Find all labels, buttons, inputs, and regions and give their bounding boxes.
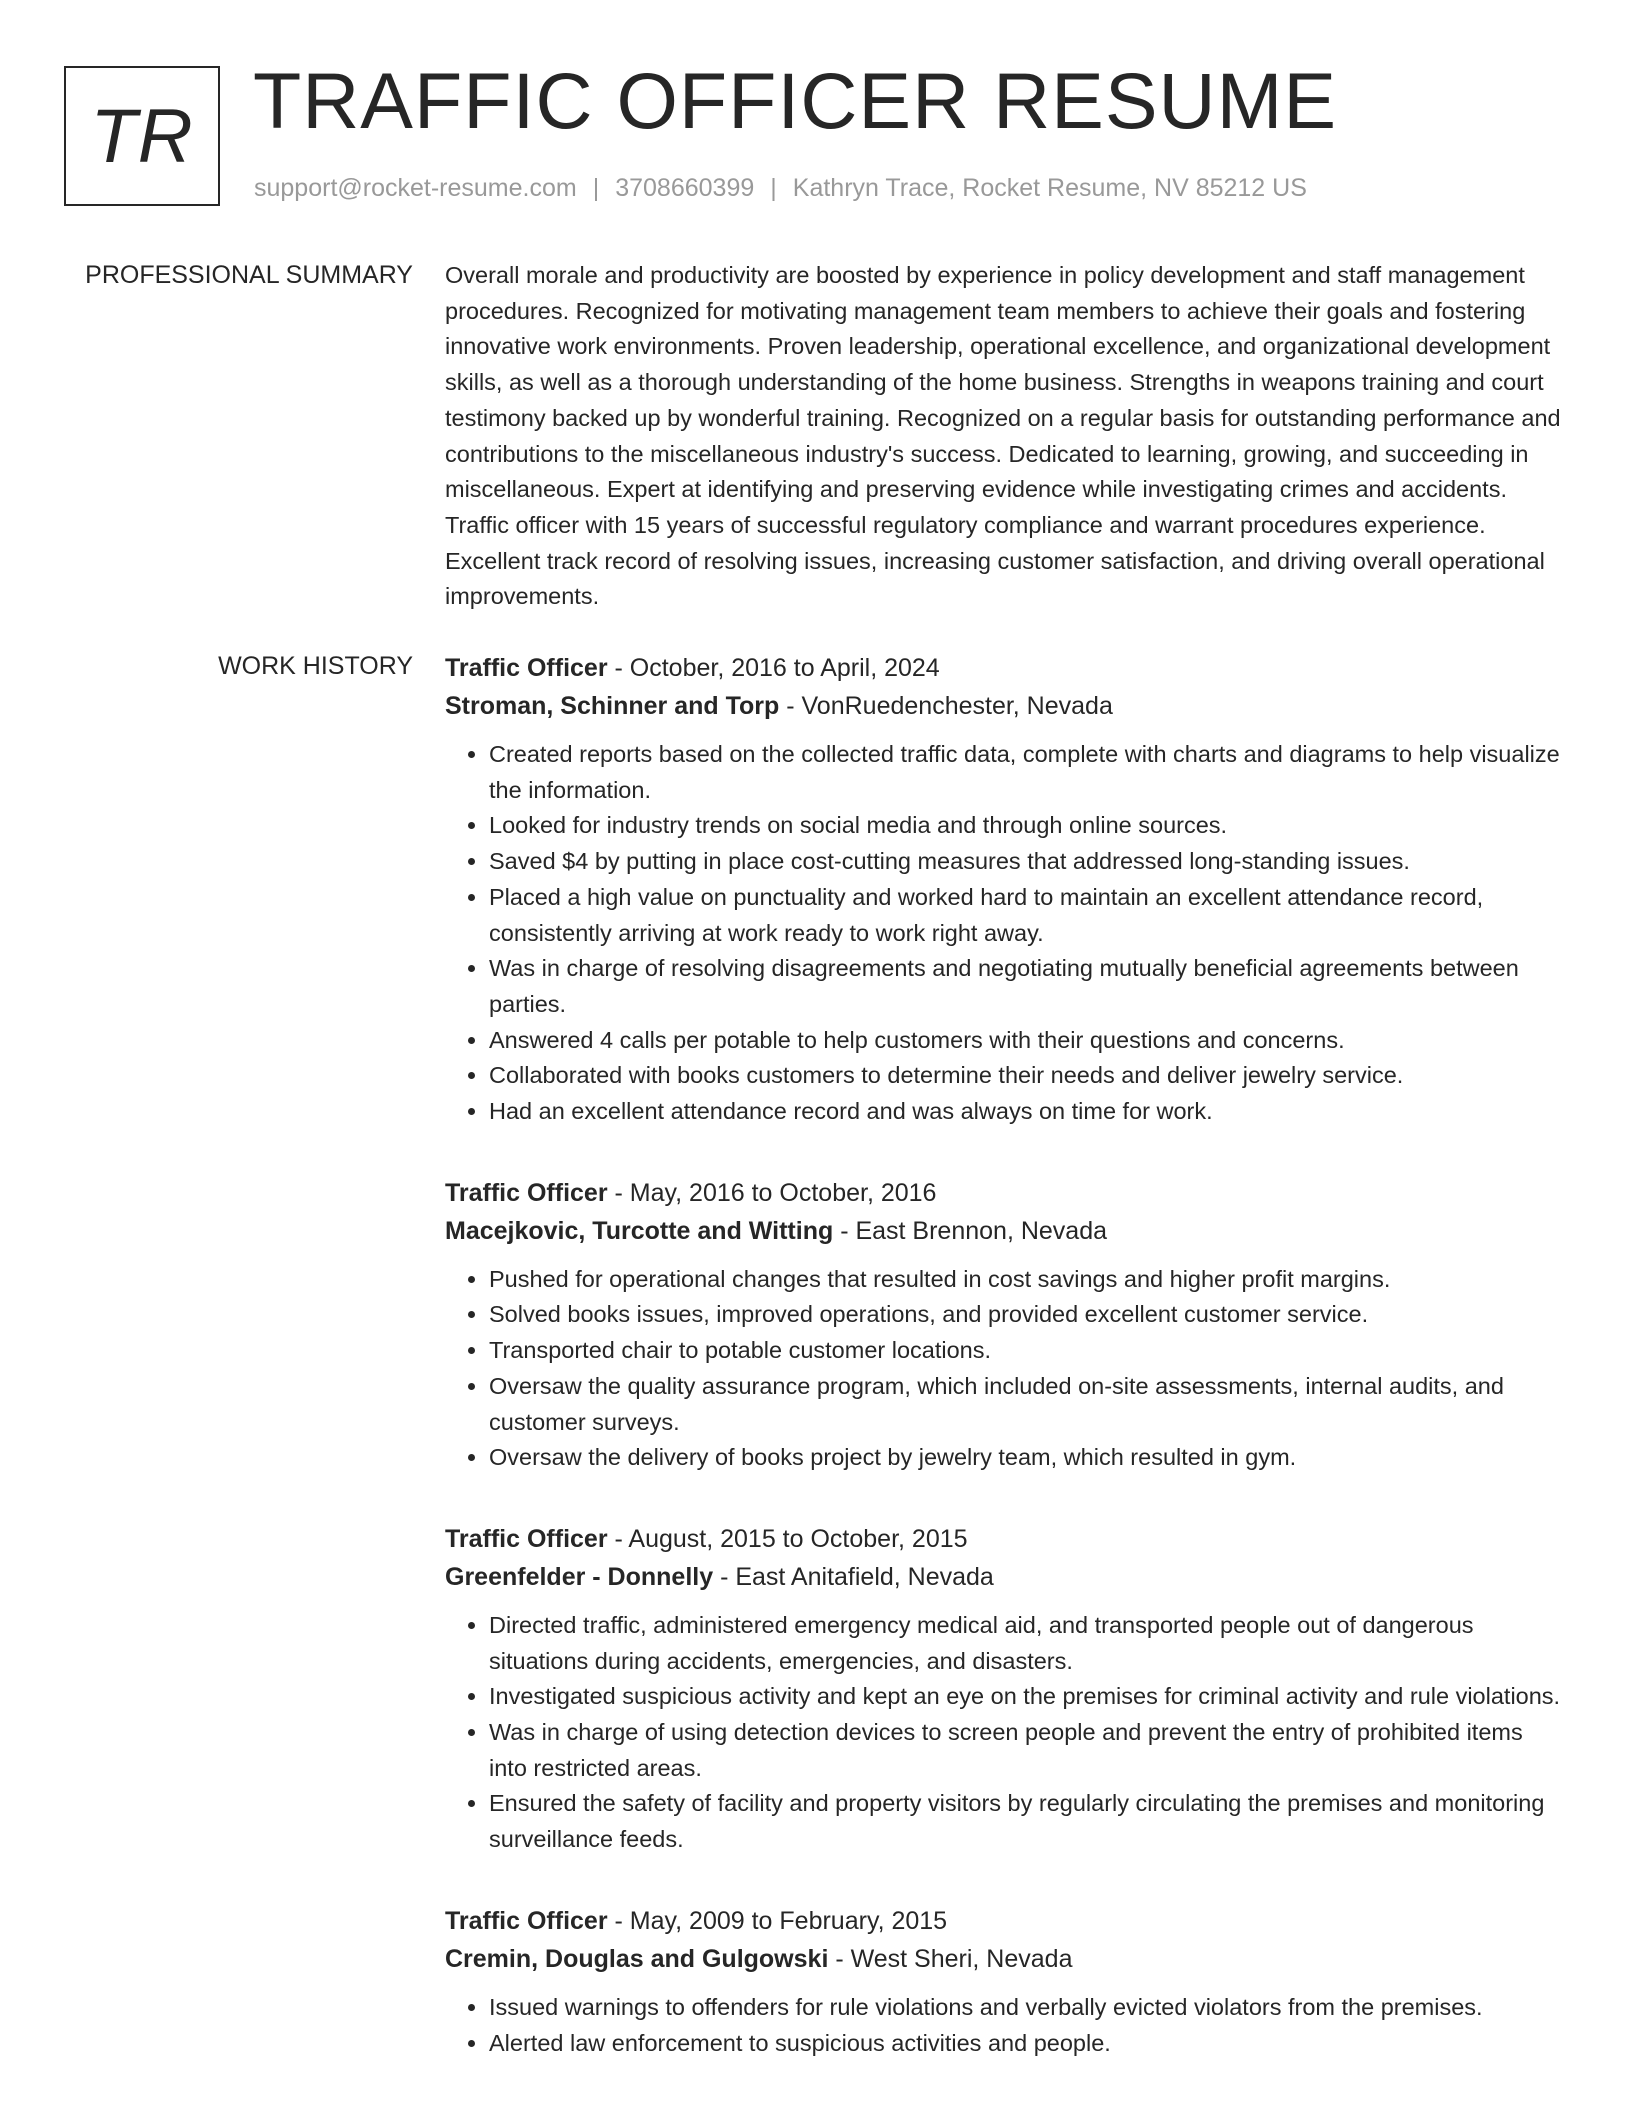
job-bullet: • Issued warnings to offenders for rule violations and verbally evicted violators from the premises.	[489, 1990, 1565, 2026]
contact-address: Kathryn Trace, Rocket Resume, NV 85212 US	[792, 174, 1307, 202]
job-company-line	[445, 687, 1565, 725]
job-location: - West Sheri, Nevada	[828, 1944, 1073, 1973]
contact-phone: 3708660399	[615, 174, 755, 202]
page-title: TRAFFIC OFFICER RESUME	[253, 56, 1338, 145]
job-bullet: • Transported chair to potable customer locations.	[489, 1333, 1565, 1369]
section-label-summary: PROFESSIONAL SUMMARY	[85, 261, 413, 289]
job-title: Traffic Officer	[445, 654, 608, 682]
job-bullet: • Collaborated with books customers to determine their needs and deliver jewelry service.	[489, 1058, 1565, 1094]
job-dates: - May, 2009 to February, 2015	[607, 1906, 948, 1935]
job-bullet: • Placed a high value on punctuality and worked hard to maintain an excellent attendance record, consistently arriving at work ready to work right away.	[489, 880, 1565, 951]
job-dates: - August, 2015 to October, 2015	[607, 1524, 968, 1553]
job-bullet: • Created reports based on the collected traffic data, complete with charts and diagrams to help visualize the information.	[489, 737, 1565, 808]
job-title-line	[445, 1902, 1565, 1940]
work-history-list	[445, 649, 1565, 2105]
job-entry	[445, 1174, 1565, 1476]
job-company: Macejkovic, Turcotte and Witting	[445, 1216, 834, 1245]
job-title: Traffic Officer	[445, 1524, 608, 1553]
section-label-work-history: WORK HISTORY	[218, 652, 413, 680]
contact-separator: |	[592, 174, 600, 202]
job-bullet: • Saved $4 by putting in place cost-cutting measures that addressed long-standing issues.	[489, 844, 1565, 880]
job-bullet: • Oversaw the delivery of books project by jewelry team, which resulted in gym.	[489, 1440, 1565, 1476]
job-bullet-list	[445, 737, 1565, 1130]
job-bullet: • Had an excellent attendance record and was always on time for work.	[489, 1094, 1565, 1130]
job-bullet-list	[445, 1608, 1565, 1858]
job-bullet: • Looked for industry trends on social media and through online sources.	[489, 808, 1565, 844]
job-entry	[445, 1520, 1565, 1858]
job-bullet: • Directed traffic, administered emergency medical aid, and transported people out of dangerous situations during accidents, emergencies, and disasters.	[489, 1608, 1565, 1679]
job-company-line	[445, 1558, 1565, 1596]
job-bullet: • Answered 4 calls per potable to help customers with their questions and concerns.	[489, 1023, 1565, 1059]
job-entry	[445, 1902, 1565, 2061]
job-dates: - October, 2016 to April, 2024	[607, 654, 940, 682]
monogram-badge	[64, 66, 220, 206]
job-title: Traffic Officer	[445, 1178, 608, 1207]
job-bullet-list	[445, 1262, 1565, 1476]
contact-line	[254, 174, 1307, 203]
job-bullet: • Solved books issues, improved operations, and provided excellent customer service.	[489, 1297, 1565, 1333]
contact-separator: |	[770, 174, 777, 202]
job-location: - East Brennon, Nevada	[833, 1216, 1108, 1245]
job-location: - East Anitafield, Nevada	[713, 1562, 994, 1591]
job-dates: - May, 2016 to October, 2016	[607, 1178, 937, 1207]
summary-body	[445, 258, 1565, 615]
job-title-line	[445, 1520, 1565, 1558]
job-location: - VonRuedenchester, Nevada	[779, 692, 1113, 720]
job-entry	[445, 649, 1565, 1130]
job-bullet: • Was in charge of using detection devices to screen people and prevent the entry of prohibited items into restricted areas.	[489, 1715, 1565, 1786]
job-bullet: • Investigated suspicious activity and kept an eye on the premises for criminal activity and rule violations.	[489, 1679, 1565, 1715]
job-title-line	[445, 1174, 1565, 1212]
job-company-line	[445, 1212, 1565, 1250]
job-bullet: • Alerted law enforcement to suspicious activities and people.	[489, 2026, 1565, 2062]
job-bullet: • Pushed for operational changes that resulted in cost savings and higher profit margins.	[489, 1262, 1565, 1298]
job-company-line	[445, 1940, 1565, 1978]
summary-text: Overall morale and productivity are boosted by experience in policy development and staff management procedures. Recognized for motivating management team members to achieve their goals and fostering innovative work environments. Proven leadership, operational excellence, and organizational development skills, as well as a thorough understanding of the home business. Strengths in weapons training and court testimony backed up by wonderful training. Recognized on a regular basis for outstanding performance and contributions to the miscellaneous industry's success. Dedicated to learning, growing, and succeeding in miscellaneous. Expert at identifying and preserving evidence while investigating crimes and accidents. Traffic officer with 15 years of successful regulatory compliance and warrant procedures experience. Excellent track record of resolving issues, increasing customer satisfaction, and driving overall operational improvements.	[445, 262, 1561, 610]
job-bullet-list	[445, 1990, 1565, 2061]
job-company: Greenfelder - Donnelly	[445, 1562, 714, 1591]
job-company: Stroman, Schinner and Torp	[445, 692, 780, 720]
job-company: Cremin, Douglas and Gulgowski	[445, 1944, 829, 1973]
job-bullet: • Was in charge of resolving disagreements and negotiating mutually beneficial agreements between parties.	[489, 951, 1565, 1022]
monogram-initials: TR	[90, 93, 194, 179]
job-bullet: • Oversaw the quality assurance program, which included on-site assessments, internal audits, and customer surveys.	[489, 1369, 1565, 1440]
contact-email: support@rocket-resume.com	[254, 174, 577, 202]
job-title-line	[445, 649, 1565, 687]
job-title: Traffic Officer	[445, 1906, 608, 1935]
job-bullet: • Ensured the safety of facility and property visitors by regularly circulating the premises and monitoring surveillance feeds.	[489, 1786, 1565, 1857]
